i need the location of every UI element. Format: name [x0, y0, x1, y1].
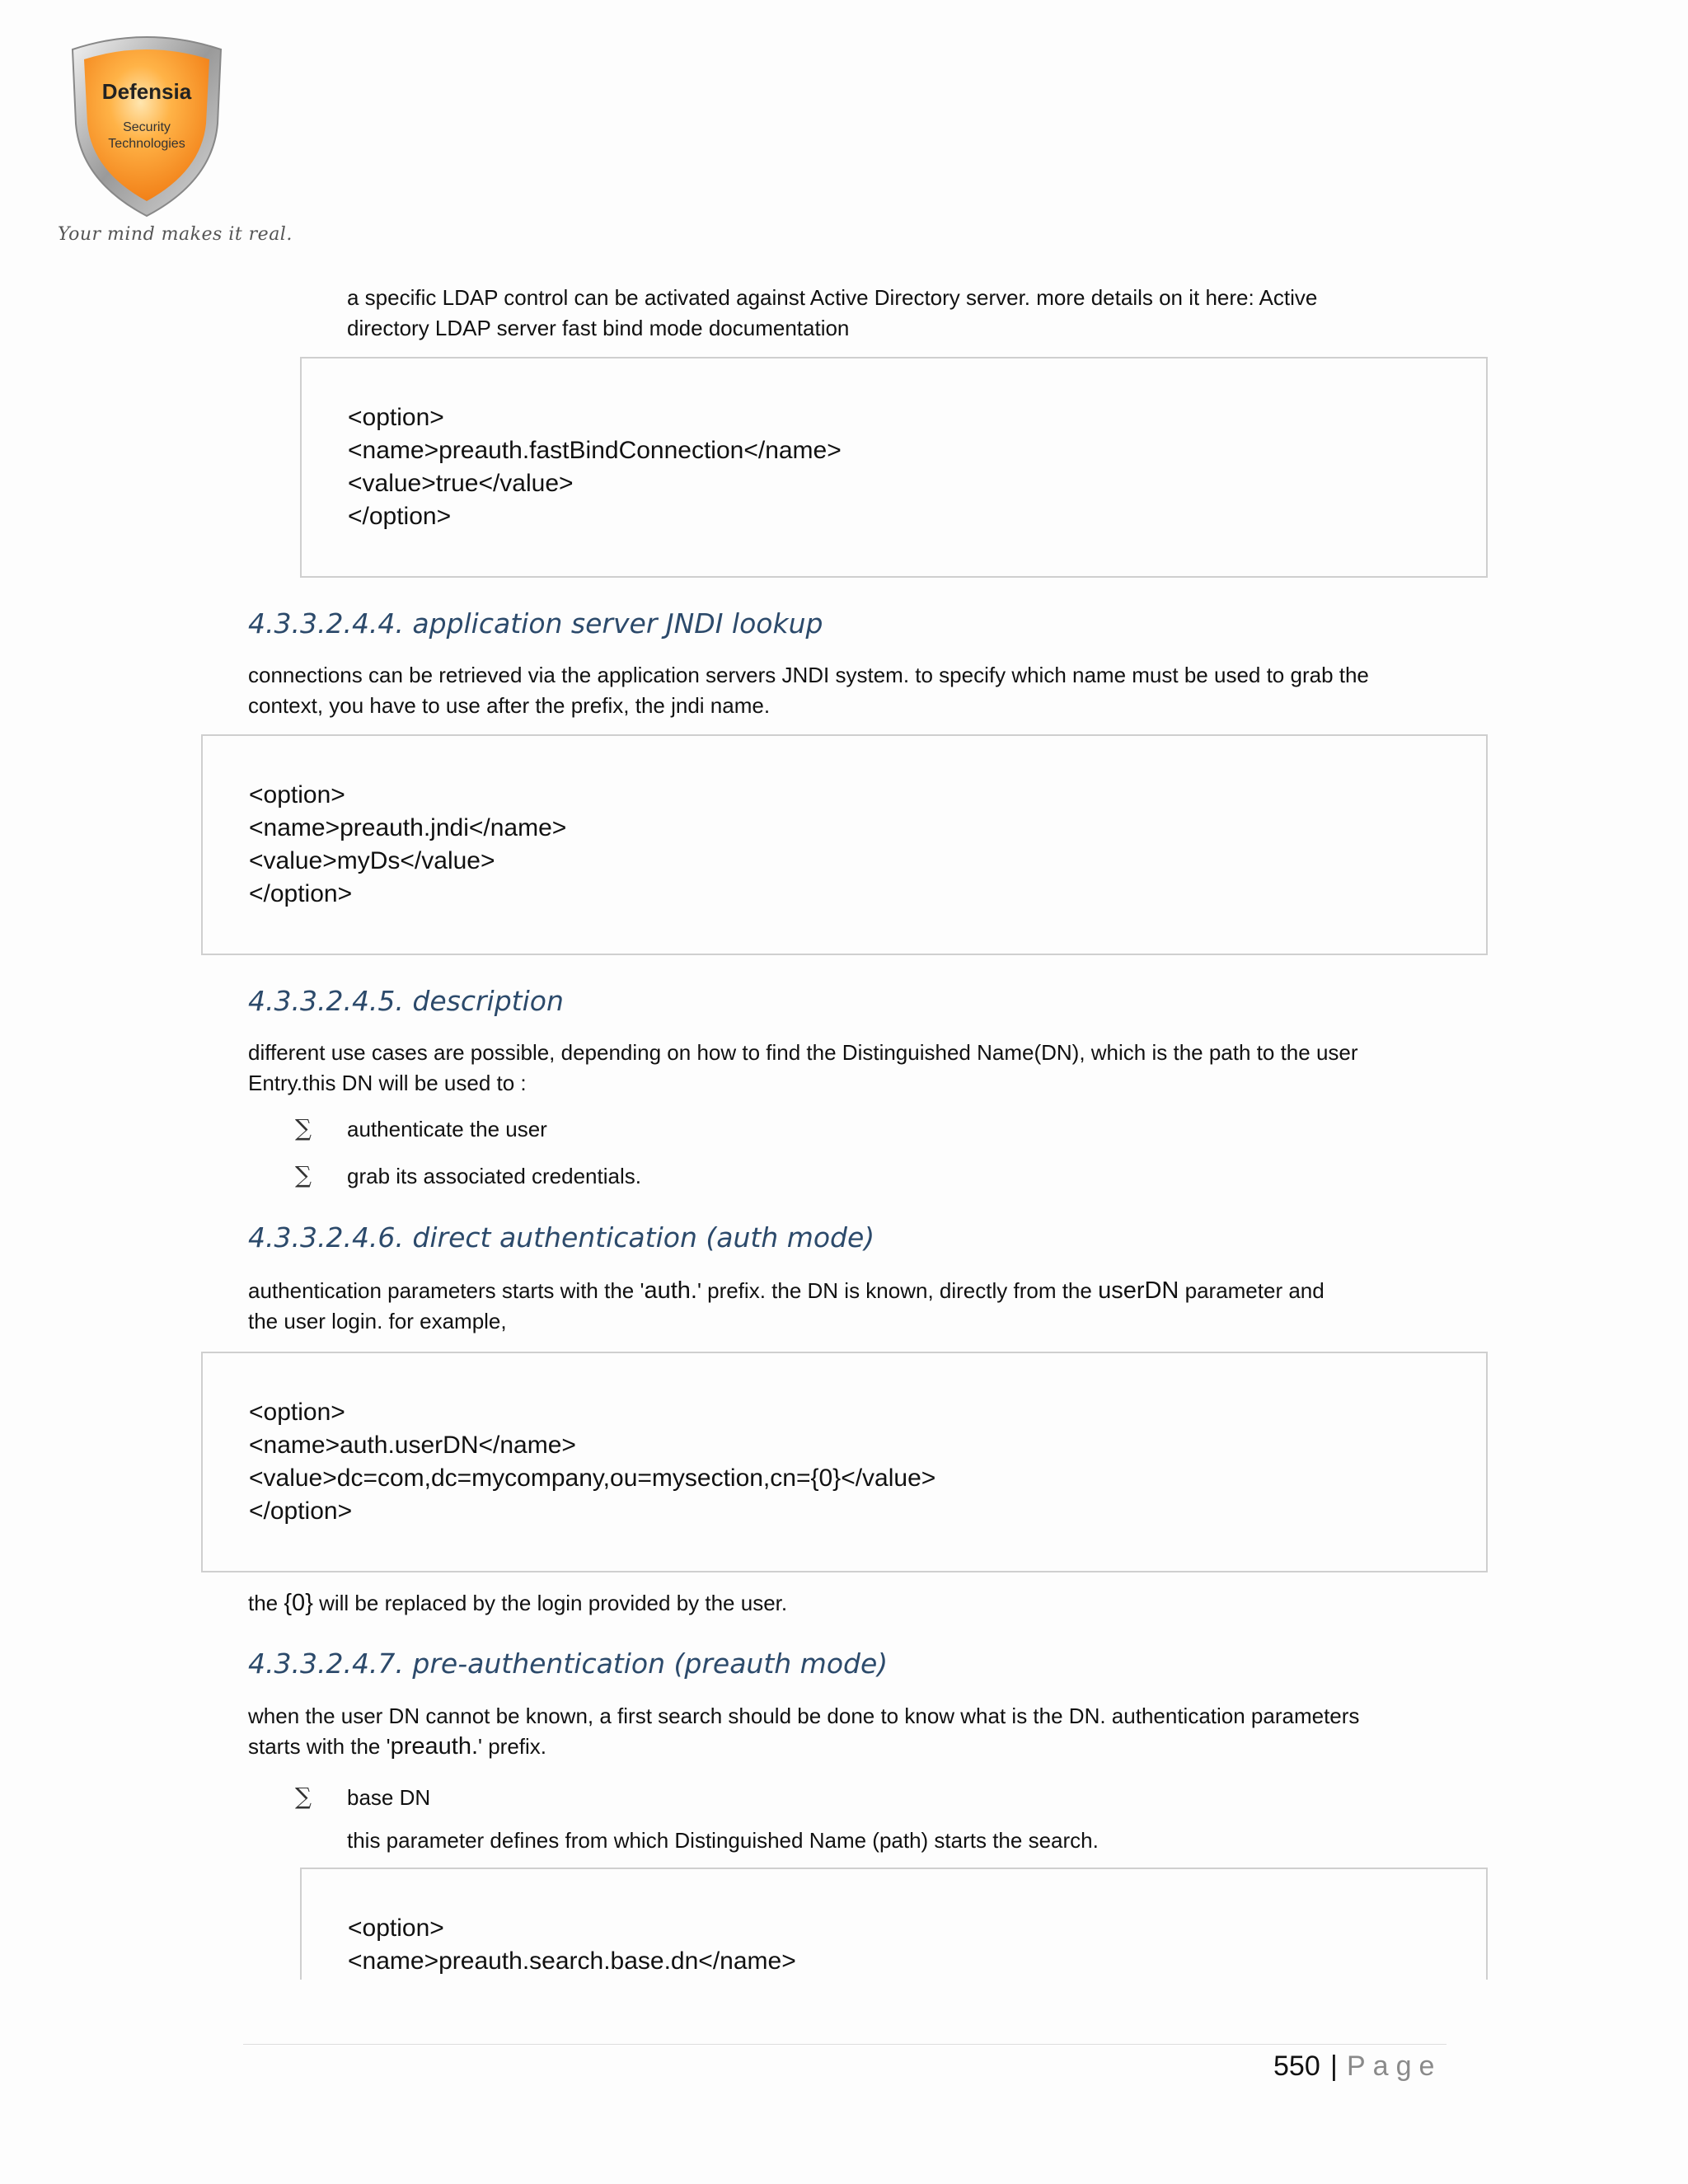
bullet-item-base-dn: base DN — [347, 1785, 431, 1810]
code-line: <name>preauth.search.base.dn</name> — [348, 1947, 796, 1975]
description-paragraph — [248, 1038, 1358, 1099]
section-heading-preauth-mode: 4.3.3.2.4.7. pre-authentication (preauth mode) — [248, 1647, 889, 1680]
section-heading-description: 4.3.3.2.4.5. description — [248, 985, 564, 1017]
code-line: <value>myDs</value> — [249, 847, 495, 874]
auth-text: parameter and — [1179, 1278, 1325, 1303]
description-line-1: different use cases are possible, depending on how to find the Distinguished Name(DN), which is the path to the user — [248, 1040, 1358, 1065]
code-line: <value>true</value> — [348, 470, 574, 497]
code-block-fastbind — [300, 357, 1488, 578]
code-line: </option> — [249, 1497, 353, 1525]
placeholder-token: {0} — [284, 1590, 313, 1616]
code-line: <option> — [249, 1399, 345, 1426]
logo-tagline: Your mind makes it real. — [58, 224, 293, 245]
section-heading-auth-mode: 4.3.3.2.4.6. direct authentication (auth mode) — [248, 1221, 875, 1254]
intro-paragraph — [347, 283, 1317, 344]
base-dn-description: this parameter defines from which Distinguished Name (path) starts the search. — [347, 1828, 1099, 1853]
preauth-prefix: preauth. — [390, 1733, 479, 1760]
placeholder-note — [248, 1588, 787, 1619]
auth-prefix: auth. — [644, 1277, 697, 1304]
jndi-paragraph — [248, 660, 1369, 721]
page-number: 550 — [1273, 2050, 1320, 2082]
code-block-base-dn — [300, 1868, 1488, 1980]
preauth-line-2 — [248, 1732, 1359, 1762]
page-separator: | — [1330, 2050, 1338, 2082]
userdn-term: userDN — [1098, 1277, 1179, 1304]
code-line: <option> — [348, 1915, 444, 1942]
code-line: <name>auth.userDN</name> — [249, 1432, 576, 1459]
code-block-jndi — [201, 734, 1488, 955]
auth-text: authentication parameters starts with the ' — [248, 1278, 645, 1303]
code-block-userdn — [201, 1352, 1488, 1572]
preauth-paragraph — [248, 1701, 1359, 1762]
jndi-line-2: context, you have to use after the prefix, the jndi name. — [248, 693, 771, 718]
logo-name: Defensia — [101, 79, 192, 104]
section-heading-jndi: 4.3.3.2.4.4. application server JNDI lookup — [248, 607, 823, 640]
auth-paragraph — [248, 1276, 1325, 1337]
jndi-line-1: connections can be retrieved via the application servers JNDI system. to specify which name must be used to grab the — [248, 663, 1369, 687]
intro-line-1: a specific LDAP control can be activated against Active Directory server. more details on it here: Active — [347, 285, 1318, 310]
preauth-text: ' prefix. — [478, 1734, 547, 1759]
bullet-sigma-icon: ∑ — [295, 1783, 312, 1810]
preauth-text: starts with the ' — [248, 1734, 391, 1759]
code-line: <name>preauth.jndi</name> — [249, 814, 567, 841]
footer-rule — [243, 2044, 1447, 2045]
note-text: the — [248, 1591, 284, 1615]
auth-text: ' prefix. the DN is known, directly from the — [696, 1278, 1099, 1303]
code-line: </option> — [348, 503, 452, 530]
preauth-line-1: when the user DN cannot be known, a first search should be done to know what is the DN. authentication parameters — [248, 1704, 1360, 1728]
logo-subtitle-line1: Security — [123, 120, 171, 134]
code-line: <option> — [249, 781, 345, 808]
auth-line-1 — [248, 1276, 1325, 1306]
code-line: <option> — [348, 404, 444, 431]
page-label: Page — [1347, 2050, 1442, 2082]
bullet-sigma-icon: ∑ — [295, 1114, 312, 1141]
intro-line-2: directory LDAP server fast bind mode documentation — [347, 316, 850, 340]
defensia-logo — [56, 25, 237, 255]
code-line: <value>dc=com,dc=mycompany,ou=mysection,cn={0}</value> — [249, 1465, 936, 1492]
code-line: <name>preauth.fastBindConnection</name> — [348, 437, 842, 464]
bullet-item: grab its associated credentials. — [347, 1164, 641, 1188]
logo-subtitle-line2: Technologies — [108, 137, 185, 151]
bullet-sigma-icon: ∑ — [295, 1161, 312, 1188]
auth-line-2: the user login. for example, — [248, 1309, 507, 1333]
note-text: will be replaced by the login provided by the user. — [312, 1591, 788, 1615]
bullet-item: authenticate the user — [347, 1117, 547, 1141]
description-line-2: Entry.this DN will be used to : — [248, 1071, 527, 1095]
code-line: </option> — [249, 880, 353, 907]
